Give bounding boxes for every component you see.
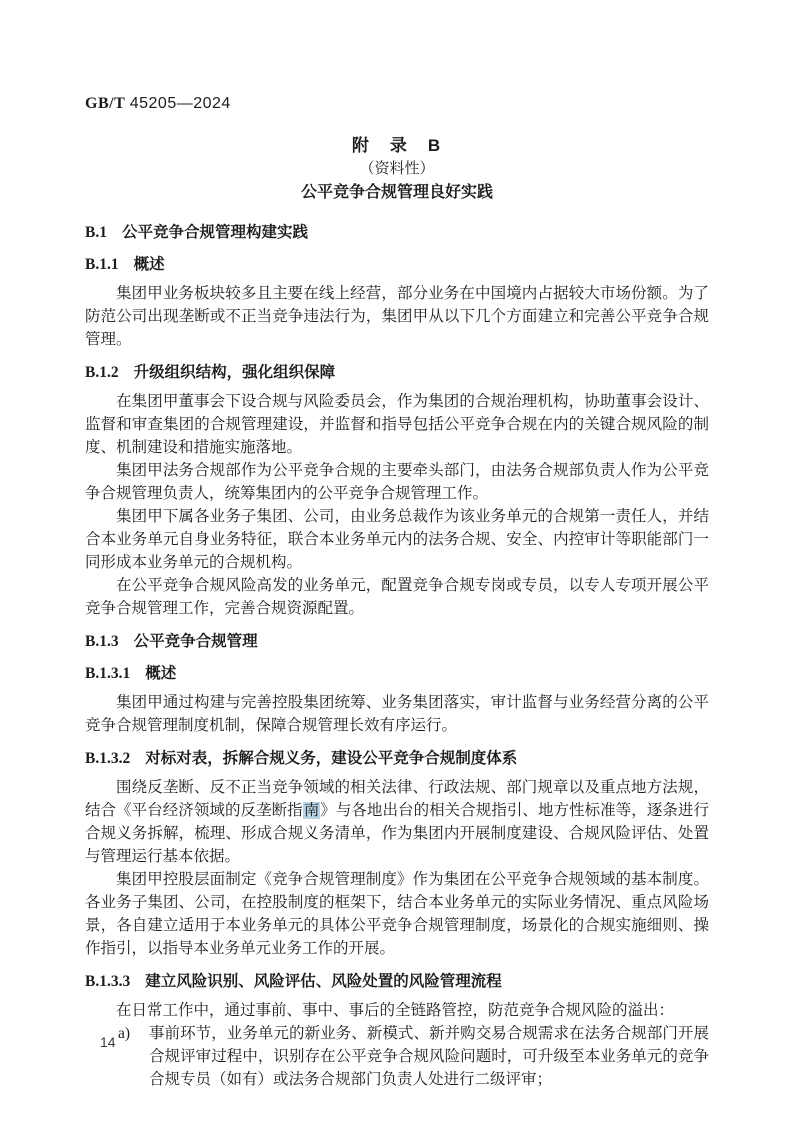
list-marker: a) xyxy=(118,1025,131,1042)
paragraph: 在公平竞争合规风险高发的业务单元，配置竞争合规专岗或专员，以专人专项开展公平竞争合规管理工作，完善合规资源配置。 xyxy=(85,577,709,617)
page-number: 14 xyxy=(100,1034,116,1050)
list-item-text: 事前环节，业务单元的新业务、新模式、新并购交易合规需求在法务合规部门开展合规评审过程中，识别存在公平竞争合规风险问题时，可升级至本业务单元的竞争合规专员（如有）或法务合规部门负责人处进行二级评审； xyxy=(149,1025,709,1088)
heading-number: B.1.1 xyxy=(85,256,119,273)
heading-number: B.1.3.3 xyxy=(85,973,131,990)
paragraph: 集团甲业务板块较多且主要在线上经营，部分业务在中国境内占据较大市场份额。为了防范公司出现垄断或不正当竞争违法行为，集团甲从以下几个方面建立和完善公平竞争合规管理。 xyxy=(85,285,709,348)
heading-title: 升级组织结构，强化组织保障 xyxy=(133,364,336,381)
heading-b12 xyxy=(85,362,709,383)
heading-title: 公平竞争合规管理构建实践 xyxy=(121,224,308,241)
paragraph: 集团甲通过构建与完善控股集团统筹、业务集团落实，审计监督与业务经营分离的公平竞争合规管理制度机制，保障合规管理长效有序运行。 xyxy=(85,694,709,734)
heading-title: 概述 xyxy=(145,665,177,682)
heading-number: B.1.3.1 xyxy=(85,665,131,682)
heading-b131 xyxy=(85,663,709,684)
appendix-type-note: （资料性） xyxy=(359,161,435,177)
heading-number: B.1.3.2 xyxy=(85,750,131,767)
heading-title: 概述 xyxy=(133,256,165,273)
paragraph-text: 围绕反垄断、反不正当竞争领域的相关法律、行政法规、部门规章以及重点地方法规，结合《平台经济领域的反垄断指 xyxy=(85,779,709,819)
heading-title: 对标对表，拆解合规义务，建设公平竞争合规制度体系 xyxy=(145,750,518,767)
heading-number: B.1 xyxy=(85,224,107,241)
heading-title: 建立风险识别、风险评估、风险处置的风险管理流程 xyxy=(145,973,502,990)
appendix-title-block xyxy=(85,134,709,204)
selection-highlighted-char: 南 xyxy=(303,802,320,819)
heading-number: B.1.2 xyxy=(85,364,119,381)
standard-code-prefix: GB/T xyxy=(85,95,126,112)
standard-code xyxy=(85,95,709,112)
heading-number: B.1.3 xyxy=(85,633,119,650)
standard-code-number: 45205—2024 xyxy=(129,95,231,112)
paragraph: 在日常工作中，通过事前、事中、事后的全链路管控，防范竞争合规风险的溢出： xyxy=(116,1002,675,1019)
heading-b13 xyxy=(85,631,709,652)
paragraph: 集团甲法务合规部作为公平竞争合规的主要牵头部门，由法务合规部负责人作为公平竞争合规管理负责人，统筹集团内的公平竞争合规管理工作。 xyxy=(85,462,709,502)
heading-b132 xyxy=(85,748,709,769)
heading-b11 xyxy=(85,254,709,275)
appendix-label: 附 录 B xyxy=(351,136,443,155)
heading-title: 公平竞争合规管理 xyxy=(133,633,258,650)
paragraph: 在集团甲董事会下设合规与风险委员会，作为集团的合规治理机构，协助董事会设计、监督和审查集团的合规管理建设，并监督和指导包括公平竞争合规在内的关键合规风险的制度、机制建设和措施实施落地。 xyxy=(85,393,709,456)
paragraph-text: 》与各地出台的相关合规指引、地方性标准等，逐条进行合规义务拆解，梳理、形成合规义务清单，作为集团内开展制度建设、合规风险评估、处置与管理运行基本依据。 xyxy=(85,802,709,865)
appendix-name: 公平竞争合规管理良好实践 xyxy=(300,184,493,201)
heading-b1 xyxy=(85,222,709,243)
paragraph: 集团甲控股层面制定《竞争合规管理制度》作为集团在公平竞争合规领域的基本制度。各业务子集团、公司，在控股制度的框架下，结合本业务单元的实际业务情况、重点风险场景，各自建立适用于本业务单元的具体公平竞争合规管理制度，场景化的合规实施细则、操作指引，以指导本业务单元业务工作的开展。 xyxy=(85,871,709,957)
paragraph-with-highlight xyxy=(85,776,709,868)
paragraph: 集团甲下属各业务子集团、公司，由业务总裁作为该业务单元的合规第一责任人，并结合本业务单元自身业务特征，联合本业务单元内的法务合规、安全、内控审计等职能部门一同形成本业务单元的合规机构。 xyxy=(85,508,709,571)
list-item-a xyxy=(85,1022,709,1091)
heading-b133 xyxy=(85,971,709,992)
